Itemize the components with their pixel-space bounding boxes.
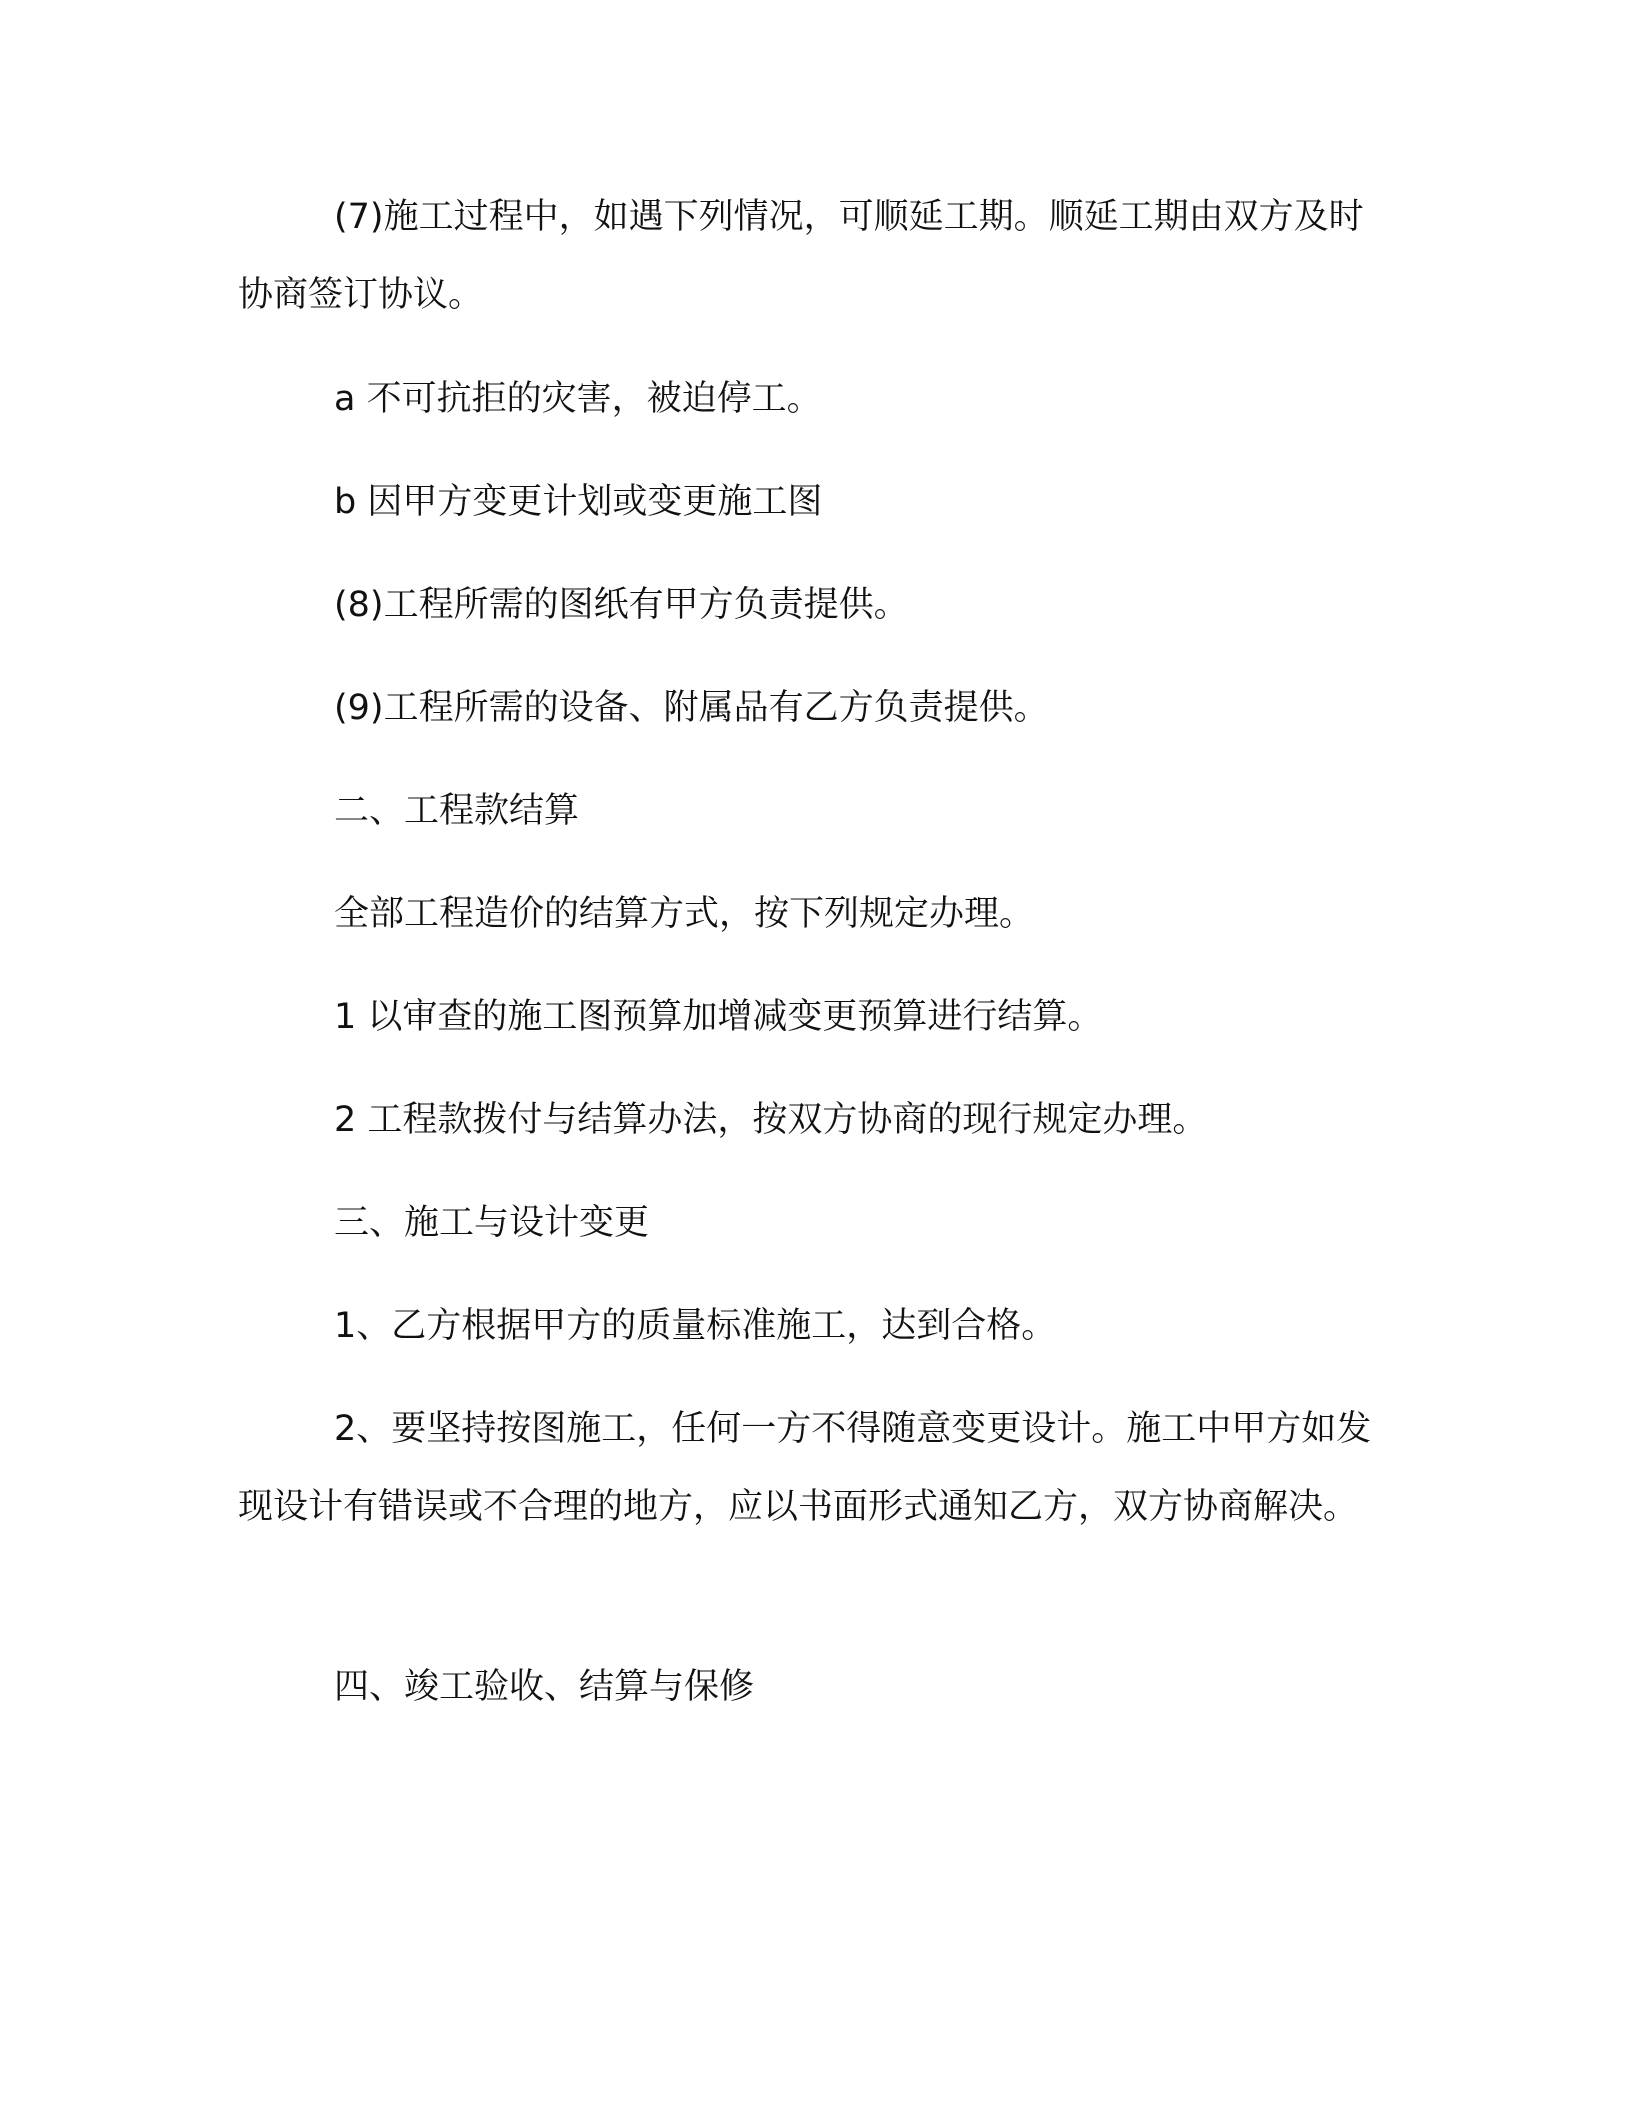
paragraph-change-1: 1、乙方根据甲方的质量标准施工，达到合格。	[334, 1306, 1057, 1346]
paragraph-item-a: a 不可抗拒的灾害，被迫停工。	[334, 379, 822, 419]
section-heading-settlement: 二、工程款结算	[334, 791, 580, 831]
paragraph-item-b: b 因甲方变更计划或变更施工图	[334, 482, 823, 522]
paragraph-change-2: 2、要坚持按图施工，任何一方不得随意变更设计。施工中甲方如发现设计有错误或不合理的地方，应以书面形式通知乙方，双方协商解决。	[238, 1409, 1372, 1527]
paragraph-settlement-2: 2 工程款拨付与结算办法，按双方协商的现行规定办理。	[334, 1100, 1208, 1140]
section-heading-design-change: 三、施工与设计变更	[334, 1203, 650, 1243]
paragraph-8-drawings: (8)工程所需的图纸有甲方负责提供。	[334, 585, 909, 625]
paragraph-7-delay-conditions: (7)施工过程中，如遇下列情况，可顺延工期。顺延工期由双方及时协商签订协议。	[238, 197, 1364, 315]
section-heading-acceptance: 四、竣工验收、结算与保修	[334, 1667, 755, 1707]
paragraph-9-equipment: (9)工程所需的设备、附属品有乙方负责提供。	[334, 688, 1049, 728]
paragraph-settlement-1: 1 以审查的施工图预算加增减变更预算进行结算。	[334, 997, 1103, 1037]
paragraph-settlement-method: 全部工程造价的结算方式，按下列规定办理。	[334, 894, 1035, 934]
